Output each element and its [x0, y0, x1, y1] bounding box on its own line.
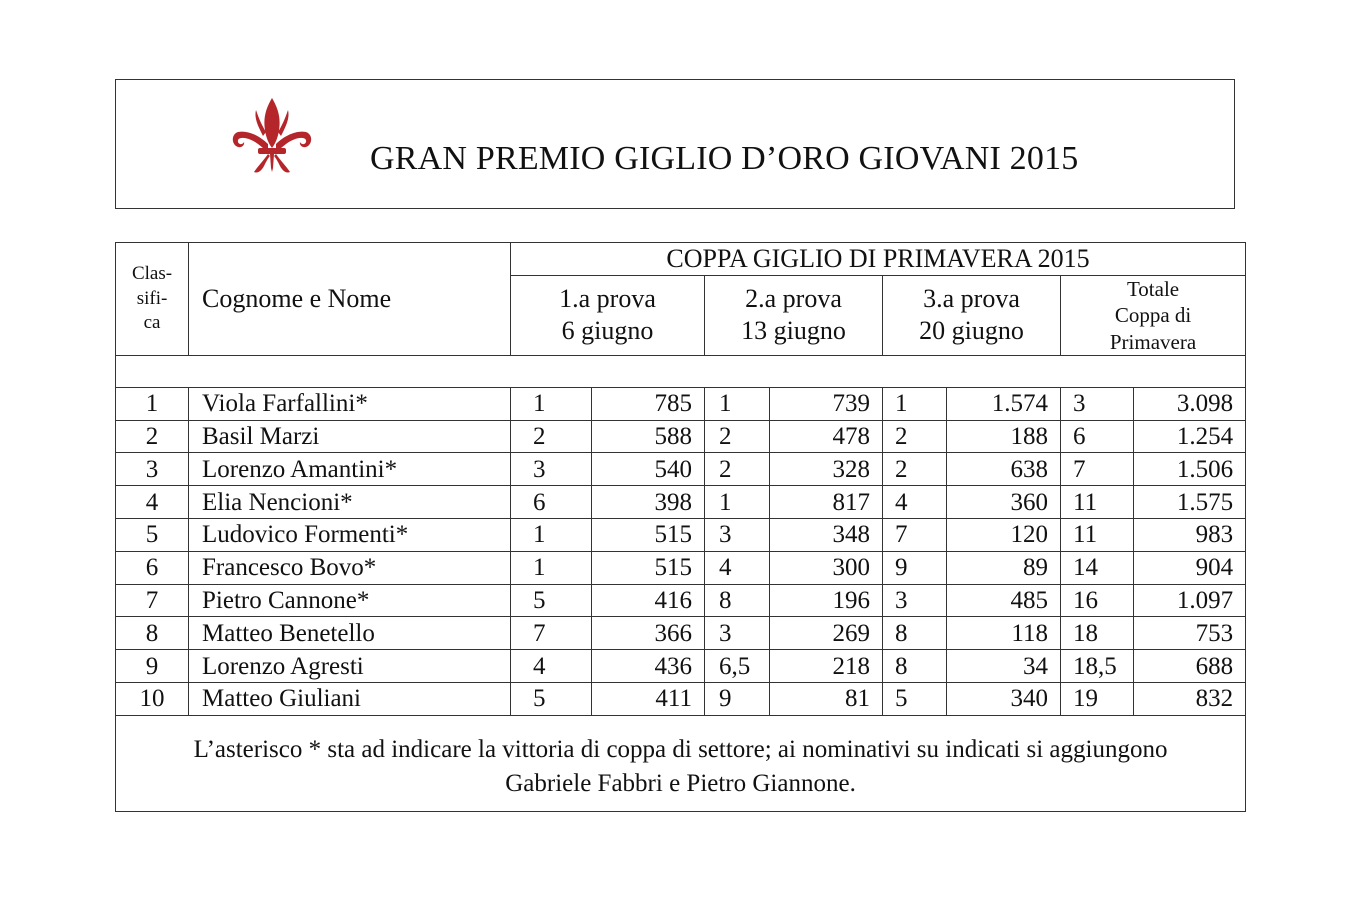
- header-totale-line2: Coppa di: [1114, 303, 1192, 328]
- total-points: 3.098: [1134, 387, 1246, 420]
- name-cell: Ludovico Formenti*: [189, 518, 511, 551]
- table-row: [116, 518, 1246, 551]
- total-position: 11: [1061, 518, 1134, 551]
- prova-2-points: 300: [770, 551, 883, 584]
- header-totale-line1: Totale: [1126, 277, 1180, 301]
- total-position: 18,5: [1061, 650, 1134, 683]
- rank-cell: 4: [116, 486, 189, 519]
- header-prova-3-date: 20 giugno: [919, 316, 1024, 346]
- footnote-line-2: Gabriele Fabbri e Pietro Giannone.: [505, 770, 856, 798]
- prova-3-position: 8: [883, 617, 947, 650]
- prova-2-position: 8: [705, 584, 770, 617]
- total-points: 1.506: [1134, 453, 1246, 486]
- name-cell: Lorenzo Agresti: [189, 650, 511, 683]
- prova-2-points: 269: [770, 617, 883, 650]
- prova-2-position: 1: [705, 387, 770, 420]
- rank-cell: 6: [116, 551, 189, 584]
- rank-cell: 1: [116, 387, 189, 420]
- prova-2-position: 2: [705, 453, 770, 486]
- header-totale: [1061, 276, 1246, 356]
- total-points: 904: [1134, 551, 1246, 584]
- prova-2-points: 328: [770, 453, 883, 486]
- page-title: GRAN PREMIO GIGLIO D’ORO GIOVANI 2015: [370, 140, 1079, 177]
- rank-cell: 8: [116, 617, 189, 650]
- table-row: [116, 486, 1246, 519]
- total-position: 3: [1061, 387, 1134, 420]
- name-cell: Viola Farfallini*: [189, 387, 511, 420]
- rank-cell: 9: [116, 650, 189, 683]
- prova-1-position: 1: [511, 387, 592, 420]
- prova-1-position: 5: [511, 584, 592, 617]
- rank-cell: 2: [116, 420, 189, 453]
- prova-1-position: 4: [511, 650, 592, 683]
- name-cell: Elia Nencioni*: [189, 486, 511, 519]
- total-points: 1.254: [1134, 420, 1246, 453]
- prova-2-points: 478: [770, 420, 883, 453]
- header-prova-1-date: 6 giugno: [561, 316, 654, 346]
- prova-2-points: 218: [770, 650, 883, 683]
- name-cell: Pietro Cannone*: [189, 584, 511, 617]
- total-points: 1.097: [1134, 584, 1246, 617]
- prova-3-position: 2: [883, 420, 947, 453]
- total-points: 753: [1134, 617, 1246, 650]
- prova-3-points: 188: [947, 420, 1061, 453]
- prova-3-position: 8: [883, 650, 947, 683]
- table-row: [116, 387, 1246, 420]
- name-cell: Basil Marzi: [189, 420, 511, 453]
- prova-2-points: 348: [770, 518, 883, 551]
- prova-1-position: 1: [511, 551, 592, 584]
- header-coppa: COPPA GIGLIO DI PRIMAVERA 2015: [511, 243, 1246, 276]
- table-row: [116, 650, 1246, 683]
- table-row: [116, 584, 1246, 617]
- prova-1-position: 2: [511, 420, 592, 453]
- prova-2-position: 3: [705, 617, 770, 650]
- prova-1-points: 398: [592, 486, 705, 519]
- prova-1-points: 366: [592, 617, 705, 650]
- prova-3-points: 340: [947, 682, 1061, 715]
- header-prova-1: [511, 276, 705, 356]
- name-cell: Francesco Bovo*: [189, 551, 511, 584]
- prova-1-points: 436: [592, 650, 705, 683]
- header-prova-2: [705, 276, 883, 356]
- prova-2-position: 4: [705, 551, 770, 584]
- header-prova-3-title: 3.a prova: [923, 283, 1020, 313]
- name-cell: Lorenzo Amantini*: [189, 453, 511, 486]
- prova-3-position: 2: [883, 453, 947, 486]
- prova-2-position: 9: [705, 682, 770, 715]
- prova-1-points: 515: [592, 551, 705, 584]
- prova-1-position: 3: [511, 453, 592, 486]
- prova-3-position: 7: [883, 518, 947, 551]
- header-prova-2-title: 2.a prova: [745, 283, 842, 313]
- header-prova-3: [883, 276, 1061, 356]
- rank-cell: 10: [116, 682, 189, 715]
- prova-1-points: 416: [592, 584, 705, 617]
- table-row: [116, 420, 1246, 453]
- prova-1-position: 6: [511, 486, 592, 519]
- prova-3-points: 360: [947, 486, 1061, 519]
- prova-3-points: 485: [947, 584, 1061, 617]
- name-cell: Matteo Benetello: [189, 617, 511, 650]
- ranking-table: [115, 242, 1246, 812]
- header-rank-line: ca: [143, 312, 161, 334]
- prova-3-points: 89: [947, 551, 1061, 584]
- header-name: Cognome e Nome: [189, 243, 511, 356]
- total-points: 1.575: [1134, 486, 1246, 519]
- prova-3-points: 120: [947, 518, 1061, 551]
- prova-3-position: 9: [883, 551, 947, 584]
- prova-1-position: 5: [511, 682, 592, 715]
- table-row: [116, 453, 1246, 486]
- footnote-line-1: L’asterisco * sta ad indicare la vittoria di coppa di settore; ai nominativi su indicati si aggiungono: [193, 736, 1168, 764]
- table-row: [116, 551, 1246, 584]
- prova-3-position: 3: [883, 584, 947, 617]
- prova-1-points: 588: [592, 420, 705, 453]
- prova-1-points: 785: [592, 387, 705, 420]
- prova-2-position: 2: [705, 420, 770, 453]
- prova-3-position: 4: [883, 486, 947, 519]
- header-rank-line: sifi-: [136, 287, 168, 309]
- table-row: [116, 682, 1246, 715]
- total-points: 983: [1134, 518, 1246, 551]
- rank-cell: 3: [116, 453, 189, 486]
- prova-3-position: 1: [883, 387, 947, 420]
- total-points: 688: [1134, 650, 1246, 683]
- prova-1-position: 1: [511, 518, 592, 551]
- total-position: 7: [1061, 453, 1134, 486]
- prova-2-points: 81: [770, 682, 883, 715]
- prova-3-points: 34: [947, 650, 1061, 683]
- prova-3-position: 5: [883, 682, 947, 715]
- header-totale-line3: Primavera: [1109, 329, 1197, 354]
- table-row: [116, 617, 1246, 650]
- prova-2-points: 817: [770, 486, 883, 519]
- florentine-lily-icon: [230, 96, 314, 178]
- header-prova-1-title: 1.a prova: [559, 283, 656, 313]
- total-position: 16: [1061, 584, 1134, 617]
- prova-2-position: 3: [705, 518, 770, 551]
- prova-1-position: 7: [511, 617, 592, 650]
- prova-3-points: 1.574: [947, 387, 1061, 420]
- header-rank-line: Clas-: [131, 262, 173, 284]
- spacer-cell: [116, 355, 1246, 387]
- total-position: 19: [1061, 682, 1134, 715]
- header-rank-label: [116, 262, 188, 336]
- total-position: 6: [1061, 420, 1134, 453]
- prova-1-points: 515: [592, 518, 705, 551]
- total-points: 832: [1134, 682, 1246, 715]
- prova-2-points: 196: [770, 584, 883, 617]
- prova-1-points: 411: [592, 682, 705, 715]
- prova-3-points: 638: [947, 453, 1061, 486]
- total-position: 14: [1061, 551, 1134, 584]
- prova-2-position: 6,5: [705, 650, 770, 683]
- rank-cell: 5: [116, 518, 189, 551]
- prova-2-position: 1: [705, 486, 770, 519]
- prova-2-points: 739: [770, 387, 883, 420]
- total-position: 11: [1061, 486, 1134, 519]
- prova-1-points: 540: [592, 453, 705, 486]
- spacer-row: [116, 355, 1246, 387]
- prova-3-points: 118: [947, 617, 1061, 650]
- header-rank: [116, 243, 189, 356]
- footnote: [116, 715, 1246, 811]
- name-cell: Matteo Giuliani: [189, 682, 511, 715]
- rank-cell: 7: [116, 584, 189, 617]
- total-position: 18: [1061, 617, 1134, 650]
- header-prova-2-date: 13 giugno: [741, 316, 846, 346]
- note-row: [116, 715, 1246, 811]
